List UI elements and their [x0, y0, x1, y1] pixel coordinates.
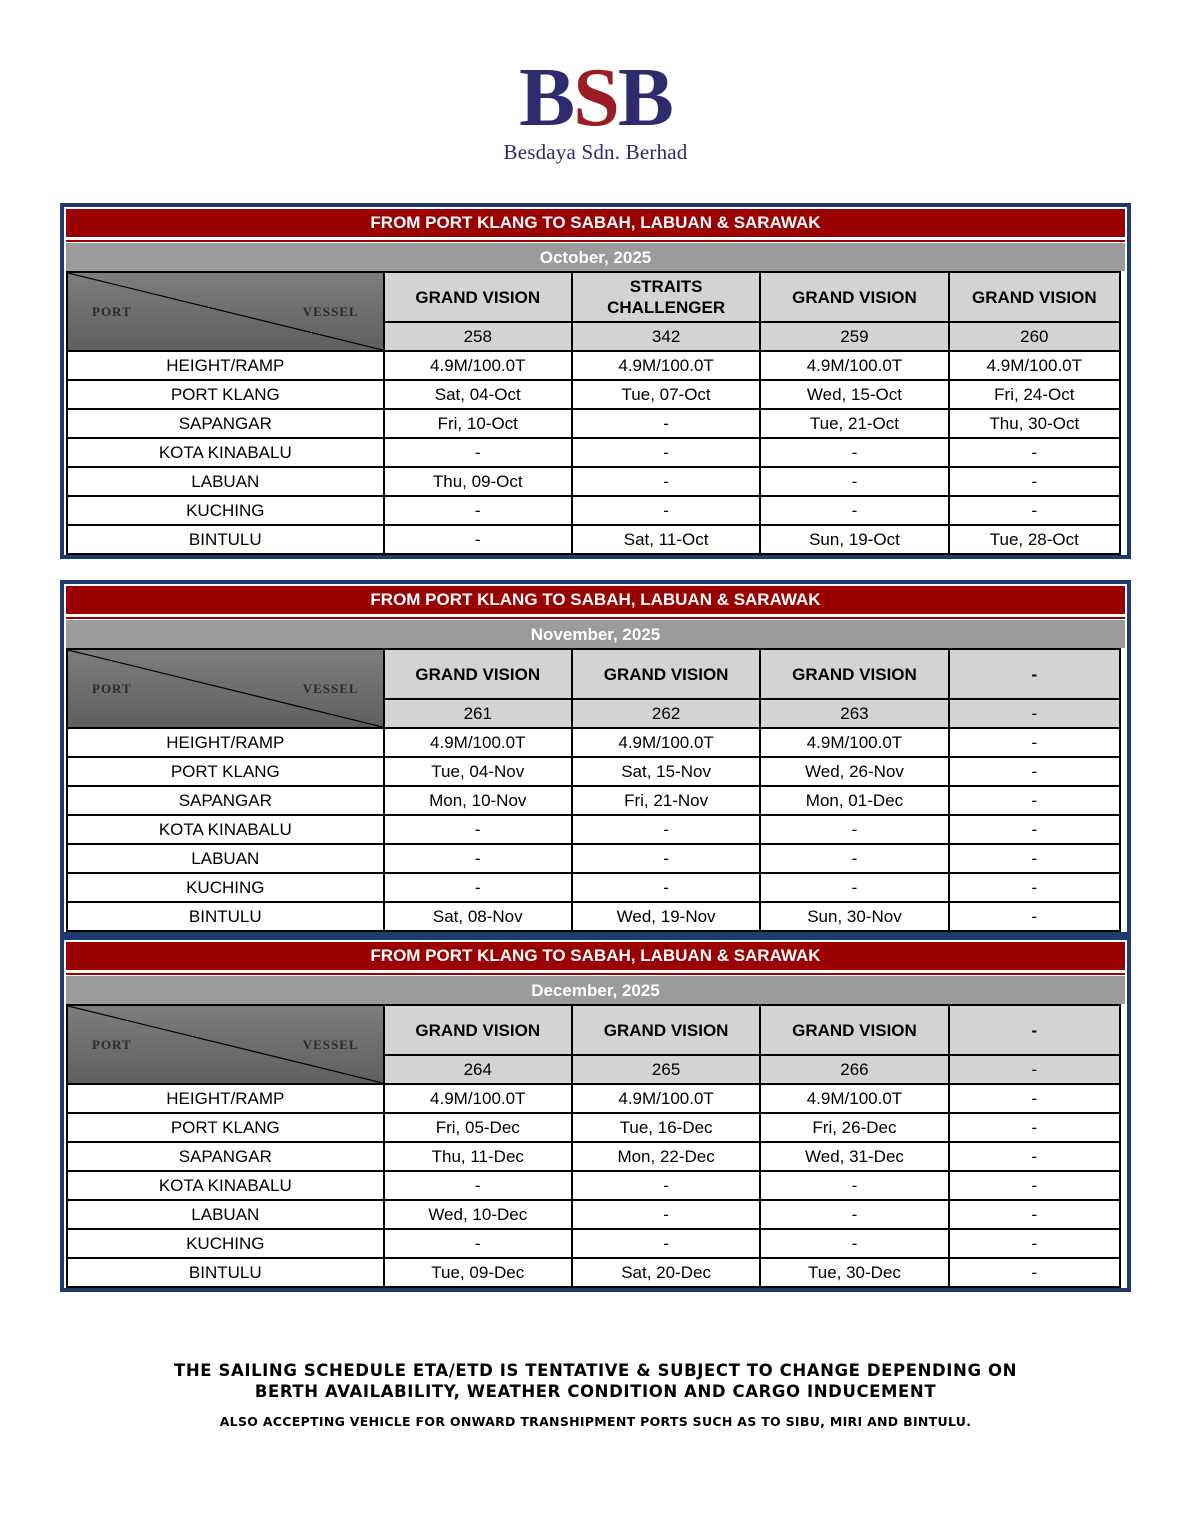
port-name: KUCHING: [67, 1229, 384, 1258]
schedule-cell: -: [572, 1229, 760, 1258]
schedule-cell: Wed, 31-Dec: [760, 1142, 948, 1171]
port-name: SAPANGAR: [67, 786, 384, 815]
schedule-cell: -: [384, 1229, 572, 1258]
company-logo: [0, 51, 1191, 165]
schedule-cell: -: [384, 873, 572, 902]
port-name: PORT KLANG: [67, 380, 384, 409]
port-vessel-corner: [67, 272, 384, 351]
schedule-cell: Sun, 19-Oct: [760, 525, 948, 554]
schedule-cell: -: [949, 844, 1120, 873]
schedule-cell: -: [760, 844, 948, 873]
schedule-cell: -: [384, 1171, 572, 1200]
schedule-cell: -: [760, 438, 948, 467]
port-vessel-corner: [67, 1005, 384, 1084]
schedule-cell: -: [572, 815, 760, 844]
corner-vessel-label: VESSEL: [302, 1036, 359, 1052]
vessel-name: GRAND VISION: [384, 272, 572, 322]
schedule-month: November, 2025: [66, 620, 1125, 648]
vessel-name: GRAND VISION: [384, 649, 572, 699]
schedule-title: FROM PORT KLANG TO SABAH, LABUAN & SARAWAK: [66, 942, 1125, 973]
schedule-cell: Fri, 05-Dec: [384, 1113, 572, 1142]
schedule-cell: -: [572, 409, 760, 438]
port-name: SAPANGAR: [67, 1142, 384, 1171]
schedule-cell: -: [760, 815, 948, 844]
schedule-cell: -: [760, 1200, 948, 1229]
schedule-cell: -: [949, 1229, 1120, 1258]
schedule-cell: -: [949, 438, 1120, 467]
schedule-cell: 4.9M/100.0T: [572, 728, 760, 757]
port-row: [67, 380, 1120, 409]
voyage-number: -: [949, 699, 1120, 728]
corner-port-label: PORT: [92, 680, 132, 696]
port-name: KUCHING: [67, 496, 384, 525]
port-row: [67, 467, 1120, 496]
logo-letter-b1: B: [519, 51, 574, 144]
schedule-cell: 4.9M/100.0T: [572, 1084, 760, 1113]
vessel-name: GRAND VISION: [760, 272, 948, 322]
schedule-cell: 4.9M/100.0T: [572, 351, 760, 380]
schedule-title: FROM PORT KLANG TO SABAH, LABUAN & SARAWAK: [66, 209, 1125, 240]
voyage-number: 263: [760, 699, 948, 728]
schedule-cell: -: [384, 844, 572, 873]
schedule-cell: Wed, 26-Nov: [760, 757, 948, 786]
corner-vessel-label: VESSEL: [302, 680, 359, 696]
port-row: [67, 438, 1120, 467]
port-row: [67, 786, 1120, 815]
port-name: LABUAN: [67, 844, 384, 873]
vessel-header-row: [67, 1005, 1120, 1055]
schedule-cell: -: [949, 1200, 1120, 1229]
schedule-cell: -: [949, 1113, 1120, 1142]
schedule-cell: Sun, 30-Nov: [760, 902, 948, 931]
notice-line-1: THE SAILING SCHEDULE ETA/ETD IS TENTATIVE & SUBJECT TO CHANGE DEPENDING ON: [174, 1361, 1017, 1380]
schedule-cell: Mon, 22-Dec: [572, 1142, 760, 1171]
voyage-number: 259: [760, 322, 948, 351]
schedule-cell: Mon, 01-Dec: [760, 786, 948, 815]
schedule-cell: -: [949, 757, 1120, 786]
notice-line-2: BERTH AVAILABILITY, WEATHER CONDITION AND CARGO INDUCEMENT: [254, 1382, 937, 1401]
voyage-number: 261: [384, 699, 572, 728]
schedule-cell: -: [949, 496, 1120, 525]
port-name: BINTULU: [67, 1258, 384, 1287]
port-row: [67, 728, 1120, 757]
schedule-block: [60, 580, 1131, 936]
port-row: [67, 409, 1120, 438]
schedule-cell: Thu, 11-Dec: [384, 1142, 572, 1171]
schedule-cell: -: [760, 467, 948, 496]
port-name: BINTULU: [67, 525, 384, 554]
corner-vessel-label: VESSEL: [302, 303, 359, 319]
company-name: Besdaya Sdn. Berhad: [503, 140, 688, 164]
schedule-cell: Wed, 19-Nov: [572, 902, 760, 931]
port-row: [67, 757, 1120, 786]
schedule-cell: -: [572, 873, 760, 902]
schedule-table: [66, 648, 1121, 932]
port-row: [67, 1171, 1120, 1200]
schedule-cell: -: [572, 496, 760, 525]
schedule-cell: -: [949, 786, 1120, 815]
port-name: HEIGHT/RAMP: [67, 351, 384, 380]
schedule-cell: Fri, 26-Dec: [760, 1113, 948, 1142]
schedule-cell: Sat, 04-Oct: [384, 380, 572, 409]
schedule-cell: Fri, 24-Oct: [949, 380, 1120, 409]
schedule-cell: -: [384, 815, 572, 844]
schedule-cell: Tue, 21-Oct: [760, 409, 948, 438]
corner-port-label: PORT: [92, 1036, 132, 1052]
vessel-name: GRAND VISION: [760, 1005, 948, 1055]
schedule-cell: -: [384, 525, 572, 554]
notice-subtext: ALSO ACCEPTING VEHICLE FOR ONWARD TRANSHIPMENT PORTS SUCH AS TO SIBU, MIRI AND BINTULU.: [219, 1414, 972, 1429]
schedule-cell: 4.9M/100.0T: [760, 1084, 948, 1113]
logo-letter-b2: B: [617, 51, 672, 144]
schedule-cell: Fri, 10-Oct: [384, 409, 572, 438]
schedule-cell: 4.9M/100.0T: [760, 351, 948, 380]
port-name: HEIGHT/RAMP: [67, 728, 384, 757]
schedule-cell: -: [760, 496, 948, 525]
schedule-cell: Thu, 30-Oct: [949, 409, 1120, 438]
port-name: LABUAN: [67, 1200, 384, 1229]
vessel-name: GRAND VISION: [572, 1005, 760, 1055]
voyage-number: 266: [760, 1055, 948, 1084]
vessel-name: GRAND VISION: [384, 1005, 572, 1055]
vessel-name: -: [949, 649, 1120, 699]
schedule-cell: -: [949, 815, 1120, 844]
port-row: [67, 525, 1120, 554]
schedule-month: October, 2025: [66, 243, 1125, 271]
schedule-month: December, 2025: [66, 976, 1125, 1004]
schedule-cell: Sat, 15-Nov: [572, 757, 760, 786]
schedule-cell: -: [949, 1084, 1120, 1113]
port-vessel-corner: [67, 649, 384, 728]
schedule-cell: Wed, 10-Dec: [384, 1200, 572, 1229]
schedule-block: [60, 936, 1131, 1292]
port-name: LABUAN: [67, 467, 384, 496]
schedule-cell: Tue, 07-Oct: [572, 380, 760, 409]
schedule-cell: -: [949, 728, 1120, 757]
port-name: KOTA KINABALU: [67, 438, 384, 467]
logo-mark: [0, 51, 1191, 144]
schedule-table: [66, 1004, 1121, 1288]
port-row: [67, 1084, 1120, 1113]
schedule-title: FROM PORT KLANG TO SABAH, LABUAN & SARAWAK: [66, 586, 1125, 617]
schedule-cell: -: [760, 873, 948, 902]
schedule-cell: Sat, 08-Nov: [384, 902, 572, 931]
port-row: [67, 873, 1120, 902]
vessel-name: STRAITS CHALLENGER: [572, 272, 760, 322]
schedule-cell: -: [384, 438, 572, 467]
schedule-table: [66, 271, 1121, 555]
voyage-number: 342: [572, 322, 760, 351]
schedule-cell: Thu, 09-Oct: [384, 467, 572, 496]
schedule-cell: -: [949, 467, 1120, 496]
schedule-cell: Tue, 30-Dec: [760, 1258, 948, 1287]
schedule-cell: -: [572, 467, 760, 496]
port-row: [67, 351, 1120, 380]
schedule-cell: Fri, 21-Nov: [572, 786, 760, 815]
corner-port-label: PORT: [92, 303, 132, 319]
vessel-name: GRAND VISION: [760, 649, 948, 699]
schedule-cell: Wed, 15-Oct: [760, 380, 948, 409]
port-row: [67, 1258, 1120, 1287]
voyage-number: 258: [384, 322, 572, 351]
schedule-cell: Mon, 10-Nov: [384, 786, 572, 815]
schedule-cell: 4.9M/100.0T: [760, 728, 948, 757]
schedule-cell: -: [760, 1229, 948, 1258]
schedule-notice: [0, 1360, 1191, 1429]
schedule-cell: Tue, 09-Dec: [384, 1258, 572, 1287]
port-row: [67, 496, 1120, 525]
logo-letter-s: S: [573, 51, 618, 144]
schedule-cell: -: [572, 1171, 760, 1200]
voyage-number: 264: [384, 1055, 572, 1084]
port-name: HEIGHT/RAMP: [67, 1084, 384, 1113]
port-row: [67, 815, 1120, 844]
port-name: PORT KLANG: [67, 1113, 384, 1142]
port-row: [67, 1142, 1120, 1171]
voyage-number: 265: [572, 1055, 760, 1084]
schedule-cell: Tue, 16-Dec: [572, 1113, 760, 1142]
port-row: [67, 1200, 1120, 1229]
voyage-number: 262: [572, 699, 760, 728]
schedule-cell: -: [572, 1200, 760, 1229]
port-row: [67, 902, 1120, 931]
port-row: [67, 844, 1120, 873]
schedule-cell: 4.9M/100.0T: [384, 728, 572, 757]
schedule-cell: -: [949, 1258, 1120, 1287]
port-name: KUCHING: [67, 873, 384, 902]
port-name: PORT KLANG: [67, 757, 384, 786]
vessel-name: GRAND VISION: [572, 649, 760, 699]
voyage-number: 260: [949, 322, 1120, 351]
vessel-header-row: [67, 649, 1120, 699]
port-row: [67, 1113, 1120, 1142]
schedule-cell: -: [949, 1171, 1120, 1200]
schedule-cell: Sat, 11-Oct: [572, 525, 760, 554]
schedule-cell: -: [572, 438, 760, 467]
vessel-name: GRAND VISION: [949, 272, 1120, 322]
schedule-cell: 4.9M/100.0T: [384, 351, 572, 380]
schedule-cell: Tue, 28-Oct: [949, 525, 1120, 554]
schedule-cell: -: [949, 902, 1120, 931]
port-row: [67, 1229, 1120, 1258]
port-name: BINTULU: [67, 902, 384, 931]
port-name: SAPANGAR: [67, 409, 384, 438]
schedule-cell: -: [949, 1142, 1120, 1171]
schedule-cell: -: [760, 1171, 948, 1200]
vessel-name: -: [949, 1005, 1120, 1055]
schedule-cell: 4.9M/100.0T: [949, 351, 1120, 380]
vessel-header-row: [67, 272, 1120, 322]
schedule-cell: 4.9M/100.0T: [384, 1084, 572, 1113]
schedule-cell: -: [384, 496, 572, 525]
schedule-block: [60, 203, 1131, 559]
schedule-cell: -: [572, 844, 760, 873]
schedule-cell: Tue, 04-Nov: [384, 757, 572, 786]
voyage-number: -: [949, 1055, 1120, 1084]
port-name: KOTA KINABALU: [67, 1171, 384, 1200]
schedule-cell: Sat, 20-Dec: [572, 1258, 760, 1287]
port-name: KOTA KINABALU: [67, 815, 384, 844]
schedule-cell: -: [949, 873, 1120, 902]
